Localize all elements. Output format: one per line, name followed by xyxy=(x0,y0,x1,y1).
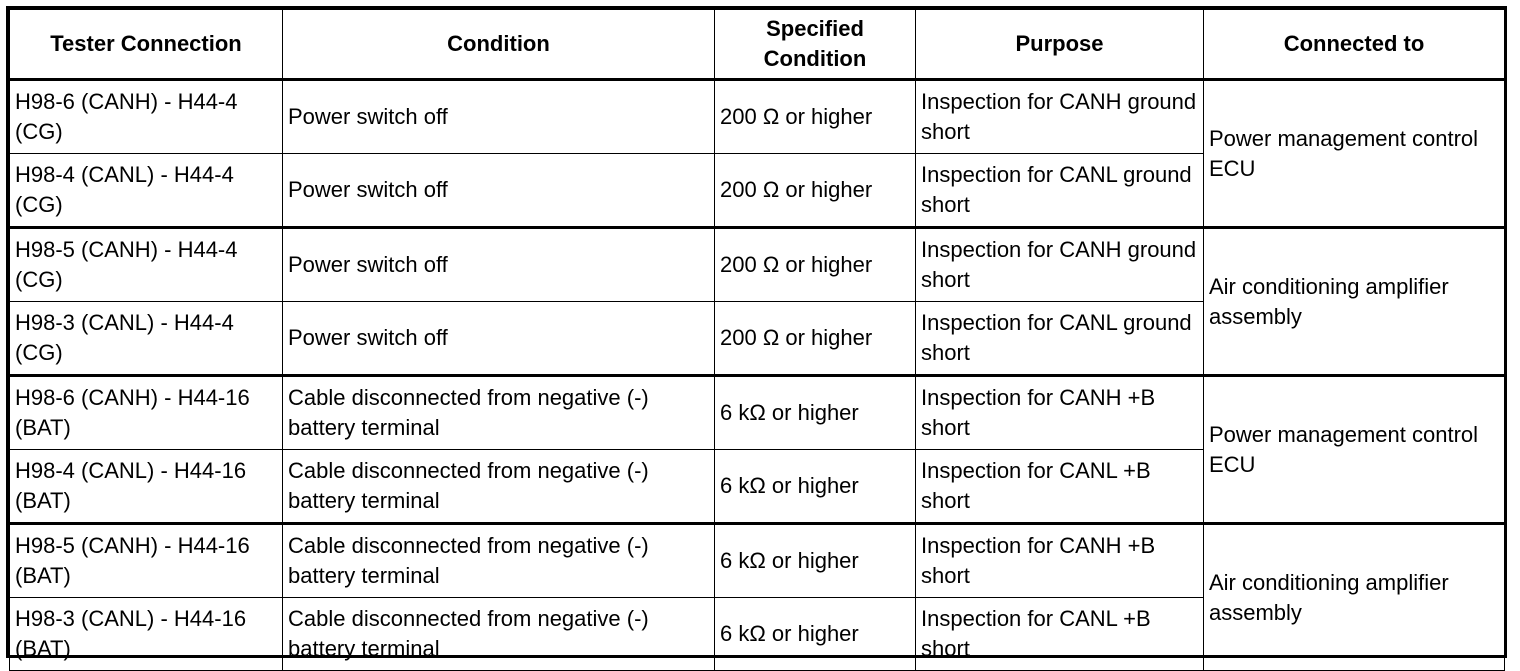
purpose-cell: Inspection for CANH +B short xyxy=(916,376,1204,450)
tester-connection-cell: H98-6 (CANH) - H44-4 (CG) xyxy=(10,80,283,154)
table-row xyxy=(10,376,1505,450)
condition-cell: Power switch off xyxy=(283,302,715,376)
condition-cell: Power switch off xyxy=(283,80,715,154)
inspection-table xyxy=(9,9,1505,671)
header-purpose: Purpose xyxy=(916,10,1204,80)
connected-to-cell: Air conditioning amplifier assembly xyxy=(1204,524,1505,671)
purpose-cell: Inspection for CANH ground short xyxy=(916,80,1204,154)
tester-connection-cell: H98-4 (CANL) - H44-4 (CG) xyxy=(10,154,283,228)
table-row xyxy=(10,80,1505,154)
table-row xyxy=(10,228,1505,302)
tester-connection-cell: H98-6 (CANH) - H44-16 (BAT) xyxy=(10,376,283,450)
connected-to-cell: Power management control ECU xyxy=(1204,376,1505,524)
specified-condition-cell: 6 kΩ or higher xyxy=(715,450,916,524)
purpose-cell: Inspection for CANL ground short xyxy=(916,302,1204,376)
header-tester-connection: Tester Connection xyxy=(10,10,283,80)
condition-cell: Power switch off xyxy=(283,228,715,302)
specified-condition-cell: 6 kΩ or higher xyxy=(715,376,916,450)
header-condition: Condition xyxy=(283,10,715,80)
tester-connection-cell: H98-5 (CANH) - H44-4 (CG) xyxy=(10,228,283,302)
condition-cell: Cable disconnected from negative (-) battery terminal xyxy=(283,376,715,450)
condition-cell: Cable disconnected from negative (-) battery terminal xyxy=(283,598,715,671)
tester-connection-cell: H98-3 (CANL) - H44-16 (BAT) xyxy=(10,598,283,671)
purpose-cell: Inspection for CANH +B short xyxy=(916,524,1204,598)
tester-connection-cell: H98-4 (CANL) - H44-16 (BAT) xyxy=(10,450,283,524)
tester-connection-cell: H98-5 (CANH) - H44-16 (BAT) xyxy=(10,524,283,598)
specified-condition-cell: 200 Ω or higher xyxy=(715,80,916,154)
table-row xyxy=(10,524,1505,598)
header-specified-condition: Specified Condition xyxy=(715,10,916,80)
header-connected-to: Connected to xyxy=(1204,10,1505,80)
specified-condition-cell: 6 kΩ or higher xyxy=(715,598,916,671)
purpose-cell: Inspection for CANL +B short xyxy=(916,598,1204,671)
specified-condition-cell: 200 Ω or higher xyxy=(715,302,916,376)
condition-cell: Power switch off xyxy=(283,154,715,228)
specified-condition-cell: 6 kΩ or higher xyxy=(715,524,916,598)
tester-connection-cell: H98-3 (CANL) - H44-4 (CG) xyxy=(10,302,283,376)
purpose-cell: Inspection for CANL +B short xyxy=(916,450,1204,524)
specified-condition-cell: 200 Ω or higher xyxy=(715,154,916,228)
condition-cell: Cable disconnected from negative (-) battery terminal xyxy=(283,450,715,524)
specified-condition-cell: 200 Ω or higher xyxy=(715,228,916,302)
purpose-cell: Inspection for CANL ground short xyxy=(916,154,1204,228)
inspection-table-frame xyxy=(6,6,1507,661)
purpose-cell: Inspection for CANH ground short xyxy=(916,228,1204,302)
connected-to-cell: Power management control ECU xyxy=(1204,80,1505,228)
condition-cell: Cable disconnected from negative (-) battery terminal xyxy=(283,524,715,598)
connected-to-cell: Air conditioning amplifier assembly xyxy=(1204,228,1505,376)
header-row xyxy=(10,10,1505,80)
